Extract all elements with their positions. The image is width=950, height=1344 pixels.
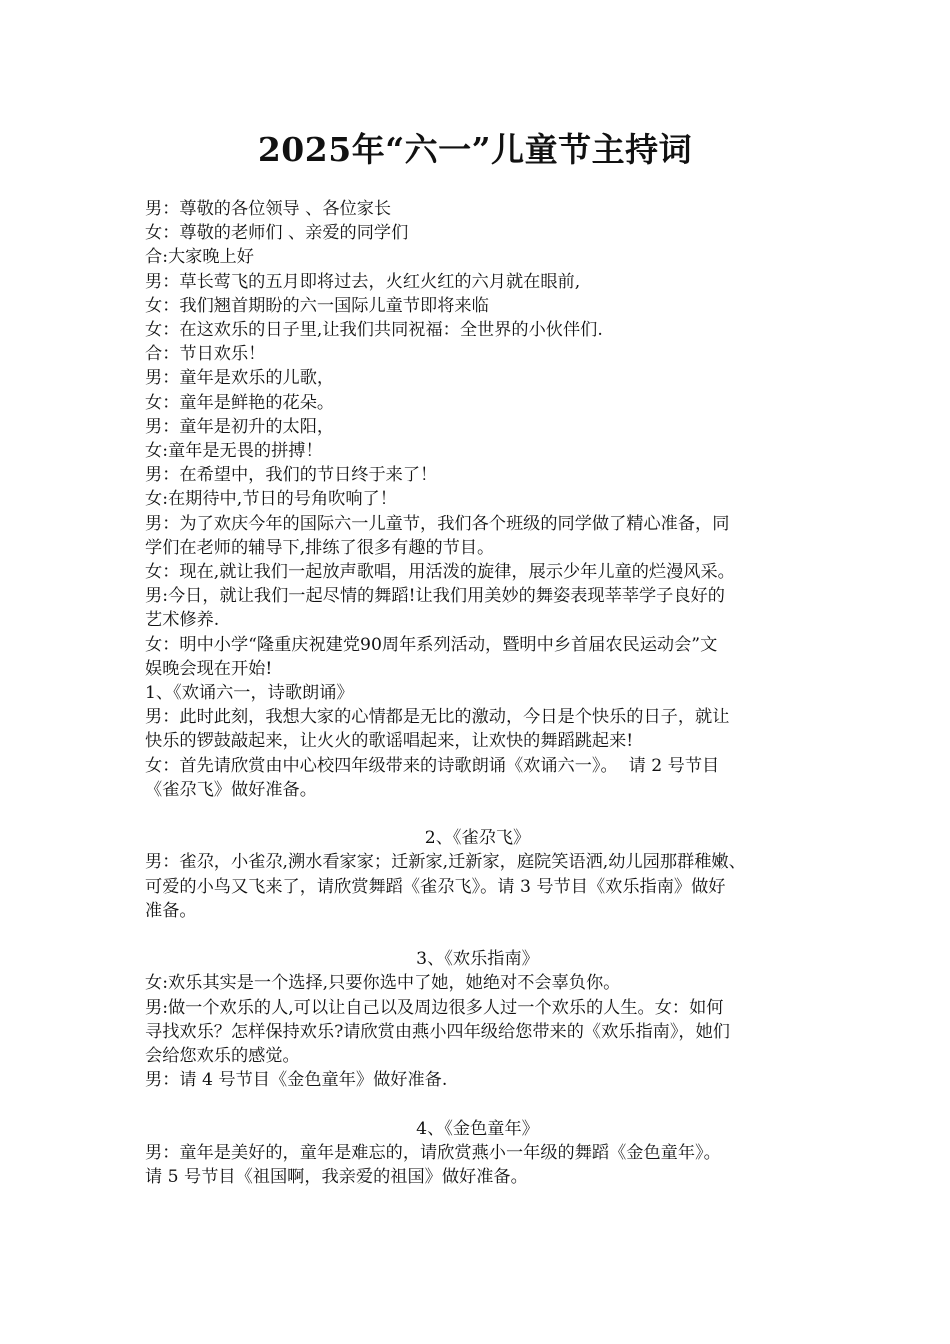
text-line: 男:做一个欢乐的人,可以让自己以及周边很多人过一个欢乐的人生。女：如何	[145, 997, 724, 1018]
text-line: 女：童年是鲜艳的花朵。	[145, 392, 335, 413]
blank-line	[145, 1092, 810, 1116]
text-line: 男：尊敬的各位领导 、各位家长	[145, 199, 392, 219]
document-body	[145, 197, 810, 1189]
text-line: 男：雀尕，小雀尕,溯水看家家；迁新家,迁新家，庭院笑语洒,幼儿园那群稚嫩、	[145, 852, 746, 873]
section-heading: 4、《金色童年》	[416, 1118, 539, 1139]
blank-line	[145, 923, 810, 947]
text-line: 男：童年是欢乐的儿歌，	[145, 368, 335, 389]
section-heading: 3、《欢乐指南》	[416, 949, 539, 970]
text-line: 快乐的锣鼓敲起来，让火火的歌谣唱起来，让欢快的舞蹈跳起来!	[145, 731, 634, 752]
text-line: 合：节日欢乐！	[145, 344, 266, 365]
text-line: 女：首先请欣赏由中心校四年级带来的诗歌朗诵《欢诵六一》。 请 2 号节目	[145, 755, 720, 776]
text-line: 男：在希望中，我们的节日终于来了！	[145, 465, 438, 486]
text-line: 请 5 号节目《祖国啊，我亲爱的祖国》做好准备。	[145, 1167, 528, 1188]
text-line: 女:在期待中,节日的号角吹响了！	[145, 489, 397, 510]
text-line: 男：草长莺飞的五月即将过去，火红火红的六月就在眼前,	[145, 271, 581, 292]
text-line: 女：我们翘首期盼的六一国际儿童节即将来临	[145, 295, 489, 316]
text-line: 女：明中小学“隆重庆祝建党90周年系列活动，暨明中乡首届农民运动会”文	[145, 634, 718, 655]
text-line: 1、《欢诵六一，诗歌朗诵》	[145, 683, 354, 704]
text-line: 女:欢乐其实是一个选择,只要你选中了她，她绝对不会辜负你。	[145, 973, 621, 994]
text-line: 男：此时此刻，我想大家的心情都是无比的激动，今日是个快乐的日子，就让	[145, 707, 730, 728]
text-line: 女:童年是无畏的拼搏！	[145, 441, 323, 462]
text-line: 女：现在,就让我们一起放声歌唱，用活泼的旋律，展示少年儿童的烂漫风采。	[145, 562, 735, 583]
section-heading: 2、《雀尕飞》	[424, 828, 531, 849]
text-line: 男：为了欢庆今年的国际六一儿童节，我们各个班级的同学做了精心准备，同	[145, 513, 730, 534]
text-line: 会给您欢乐的感觉。	[145, 1046, 300, 1067]
text-line: 艺术修养.	[145, 610, 220, 631]
document-title: 2025年“六一”儿童节主持词	[257, 130, 693, 169]
text-line: 男：请 4 号节目《金色童年》做好准备.	[145, 1070, 448, 1091]
text-line: 寻找欢乐？怎样保持欢乐?请欣赏由燕小四年级给您带来的《欢乐指南》，她们	[145, 1021, 730, 1042]
text-line: 男：童年是美好的，童年是难忘的，请欣赏燕小一年级的舞蹈《金色童年》。	[145, 1142, 721, 1163]
text-line: 可爱的小鸟又飞来了，请欣赏舞蹈《雀尕飞》。请 3 号节目《欢乐指南》做好	[145, 876, 726, 897]
text-line: 学们在老师的辅导下,排练了很多有趣的节目。	[145, 537, 495, 558]
text-line: 合:大家晚上好	[145, 247, 254, 268]
text-line: 男:今日，就让我们一起尽情的舞蹈!让我们用美妙的舞姿表现莘莘学子良好的	[145, 586, 725, 607]
text-line: 男：童年是初升的太阳，	[145, 416, 335, 437]
text-line: 娱晚会现在开始!	[145, 658, 273, 679]
text-line: 《雀尕飞》做好准备。	[145, 779, 317, 800]
text-line: 准备。	[145, 900, 197, 921]
blank-line	[145, 802, 810, 826]
text-line: 女：尊敬的老师们 、亲爱的同学们	[145, 223, 409, 244]
text-line: 女：在这欢乐的日子里,让我们共同祝福：全世界的小伙伴们.	[145, 320, 603, 341]
